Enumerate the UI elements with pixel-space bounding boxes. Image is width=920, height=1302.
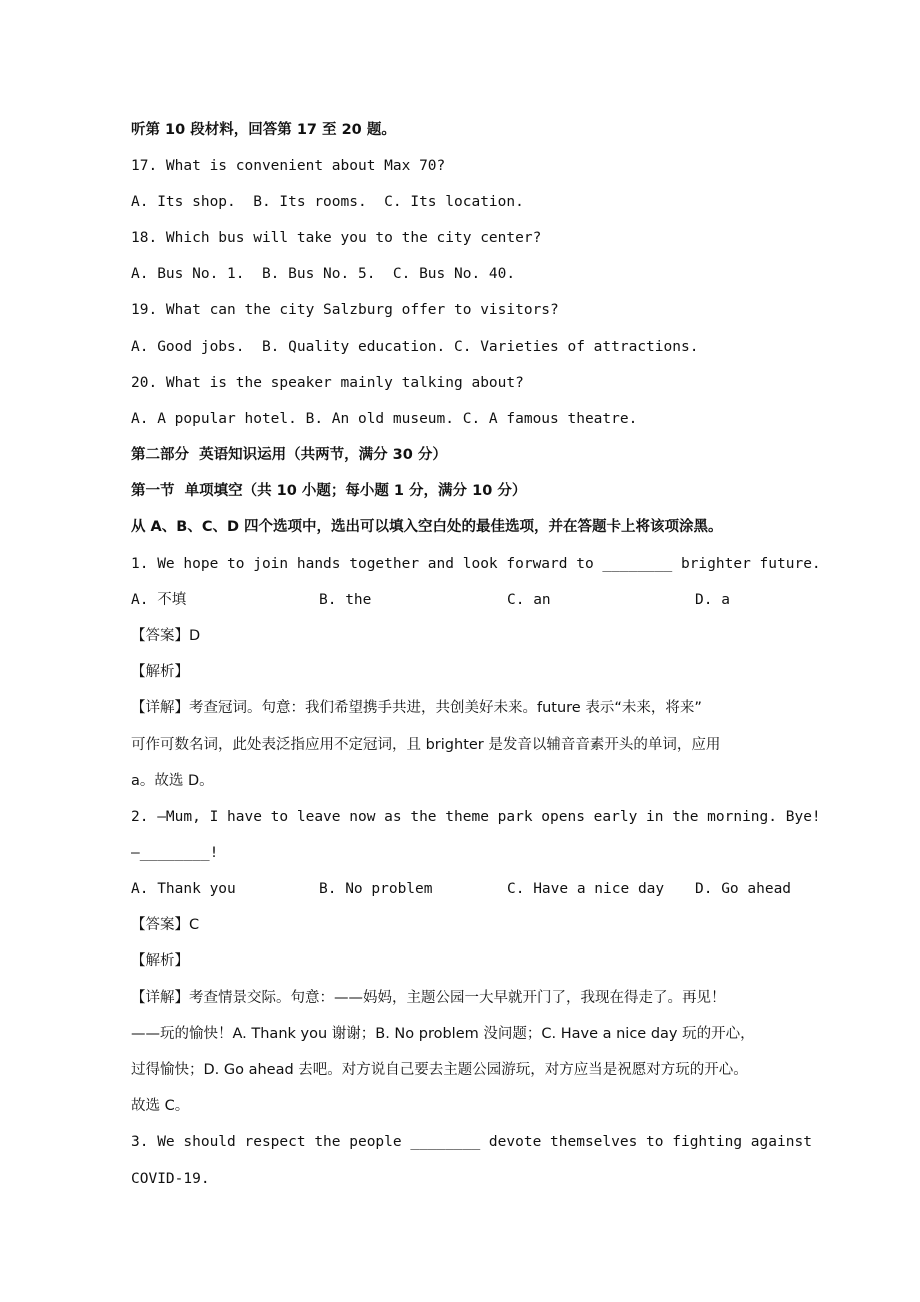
instruction-text: 从 A、B、C、D 四个选项中，选出可以填入空白处的最佳选项，并在答题卡上将该项涂黑。 [131,519,723,535]
question-2-answer: 【答案】C [131,917,200,933]
question-19: 19. What can the city Salzburg offer to visitors? [131,302,559,318]
question-2-option-b: B. No problem [319,881,433,897]
question-2-analysis-label: 【解析】 [131,953,189,969]
question-1-option-b: B. the [319,592,372,608]
question-2-detail-line: 【详解】考查情景交际。句意：——妈妈，主题公园一大早就开门了，我现在得走了。再见！ [131,990,726,1006]
question-2-detail-line: 故选 C。 [131,1098,190,1114]
question-2-detail-line: 过得愉快；D. Go ahead 去吧。对方说自己要去主题公园游玩，对方应当是祝愿对方玩的开心。 [131,1062,748,1078]
question-2-option-c: C. Have a nice day [507,881,665,897]
section10-heading: 听第 10 段材料，回答第 17 至 20 题。 [131,122,396,138]
part2-heading: 第二部分 英语知识运用（共两节，满分 30 分） [131,447,447,463]
question-1-option-d: D. a [695,592,730,608]
question-1-detail-line: 可作可数名词，此处表泛指应用不定冠词，且 brighter 是发音以辅音音素开头的单词，应用 [131,737,721,753]
question-18: 18. Which bus will take you to the city center? [131,230,542,246]
question-1-stem: 1. We hope to join hands together and look forward to ________ brighter future. [131,556,821,572]
section1-heading: 第一节 单项填空（共 10 小题；每小题 1 分，满分 10 分） [131,483,527,499]
question-2-reply: —________! [131,845,219,861]
question-17: 17. What is convenient about Max 70? [131,158,446,174]
question-3-stem: 3. We should respect the people ________ devote themselves to fighting against [131,1134,812,1150]
question-1-option-a: A. 不填 [131,592,187,608]
question-2-stem: 2. —Mum, I have to leave now as the theme park opens early in the morning. Bye! [131,809,821,825]
question-2-detail-line: ——玩的愉快！A. Thank you 谢谢；B. No problem 没问题；C. Have a nice day 玩的开心， [131,1026,755,1042]
question-1-answer: 【答案】D [131,628,201,644]
question-1-option-c: C. an [507,592,551,608]
question-19-options: A. Good jobs. B. Quality education. C. Varieties of attractions. [131,339,699,355]
question-1-detail-line: 【详解】考查冠词。句意：我们希望携手共进，共创美好未来。future 表示“未来，将来” [131,700,702,716]
question-1-detail-line: a。故选 D。 [131,773,214,789]
question-20: 20. What is the speaker mainly talking about? [131,375,524,391]
question-2-option-a: A. Thank you [131,881,236,897]
question-1-analysis-label: 【解析】 [131,664,189,680]
question-18-options: A. Bus No. 1. B. Bus No. 5. C. Bus No. 40. [131,266,516,282]
question-2-option-d: D. Go ahead [695,881,792,897]
question-17-options: A. Its shop. B. Its rooms. C. Its location. [131,194,524,210]
question-20-options: A. A popular hotel. B. An old museum. C. A famous theatre. [131,411,638,427]
question-3-stem-continued: COVID-19. [131,1171,210,1187]
